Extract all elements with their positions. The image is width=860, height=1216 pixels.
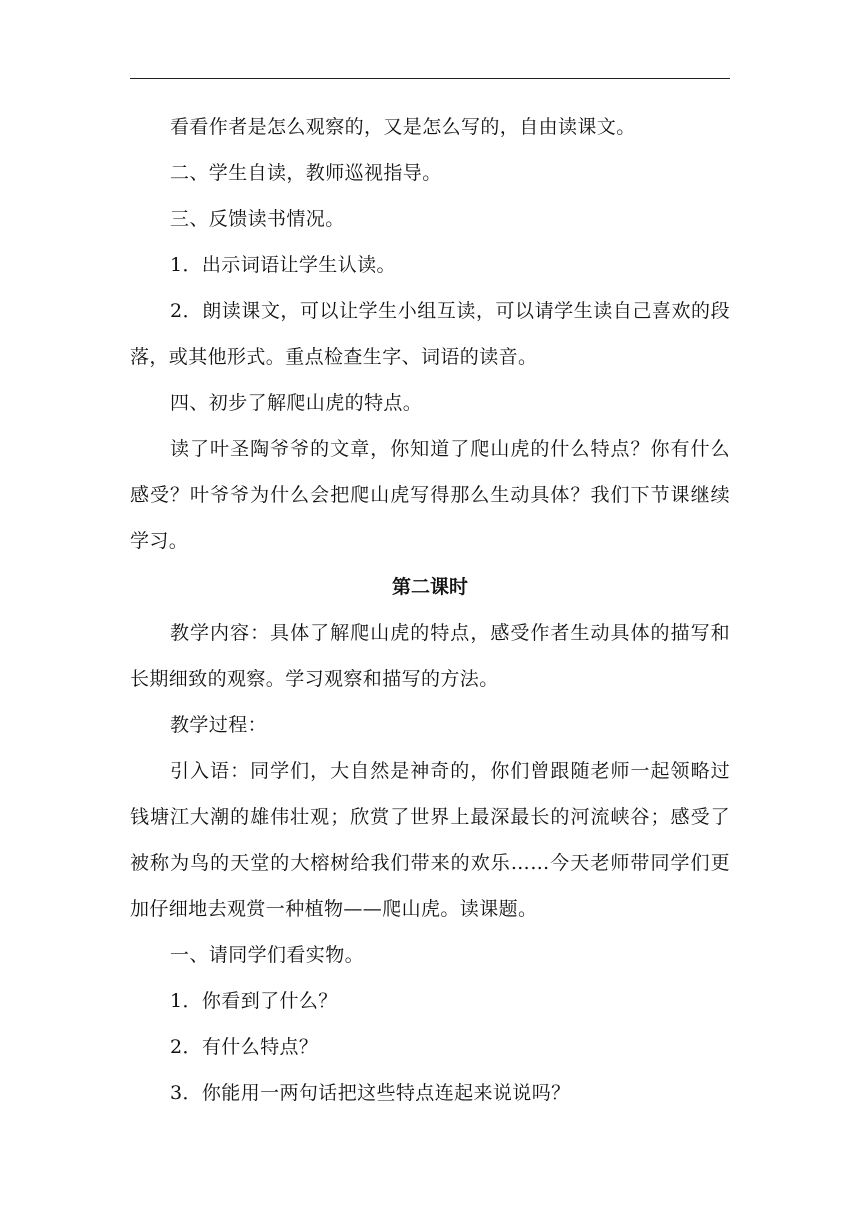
paragraph-step-two: 二、学生自读，教师巡视指导。 [170, 162, 442, 184]
section-heading: 第二课时 [391, 576, 468, 598]
paragraph-teaching-content: 教学内容：具体了解爬山虎的特点，感受作者生动具体的描写和长期细致的观察。学习观察和描写的方法。 [130, 622, 730, 690]
paragraph-step-four: 四、初步了解爬山虎的特点。 [170, 392, 423, 414]
paragraph-step-one: 一、请同学们看实物。 [170, 944, 365, 966]
paragraph-question-3: 3．你能用一两句话把这些特点连起来说说吗？ [170, 1082, 571, 1104]
paragraph-questions: 读了叶圣陶爷爷的文章，你知道了爬山虎的什么特点？你有什么感受？叶爷爷为什么会把爬山虎写得那么生动具体？我们下节课继续学习。 [130, 438, 730, 552]
paragraph-item-2: 2．朗读课文，可以让学生小组互读，可以请学生读自己喜欢的段落，或其他形式。重点检查生字、词语的读音。 [130, 300, 730, 368]
paragraph-item-1: 1．出示词语让学生认读。 [170, 254, 396, 276]
paragraph-observe-read: 看看作者是怎么观察的，又是怎么写的，自由读课文。 [170, 116, 636, 138]
paragraph-introduction: 引入语：同学们，大自然是神奇的，你们曾跟随老师一起领略过钱塘江大潮的雄伟壮观；欣赏了世界上最深最长的河流峡谷；感受了被称为鸟的天堂的大榕树给我们带来的欢乐……今天老师带同学们更加仔细地去观赏一种植物——爬山虎。读课题。 [130, 760, 730, 920]
paragraph-teaching-process: 教学过程： [170, 714, 268, 736]
header-rule [130, 78, 730, 79]
paragraph-step-three: 三、反馈读书情况。 [170, 208, 345, 230]
document-body [130, 104, 730, 1116]
paragraph-question-2: 2．有什么特点？ [170, 1036, 319, 1058]
paragraph-question-1: 1．你看到了什么？ [170, 990, 338, 1012]
